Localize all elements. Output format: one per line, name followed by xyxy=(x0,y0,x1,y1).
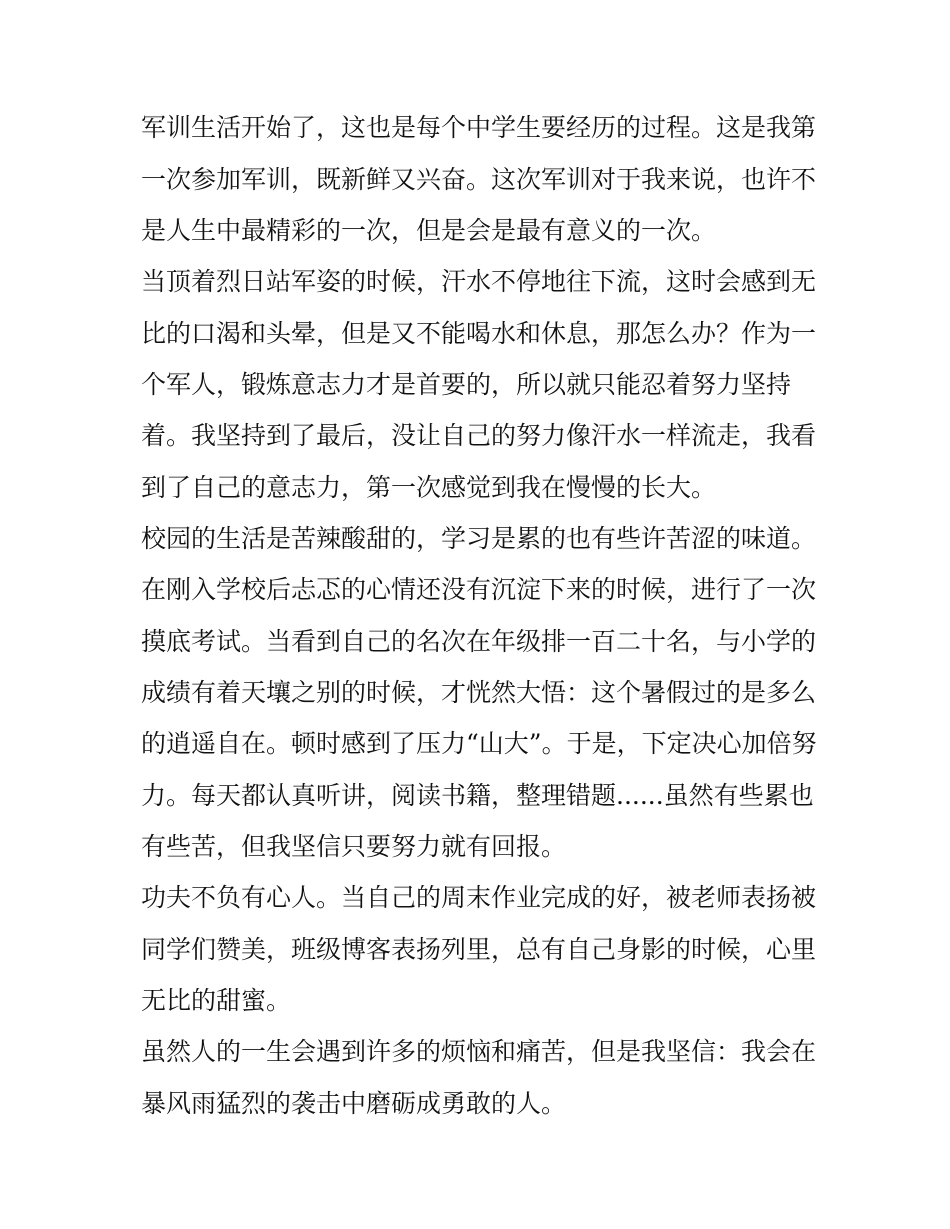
text-line: 无比的甜蜜。 xyxy=(141,986,292,1015)
text-line: 暴风雨猛烈的袭击中磨砺成勇敢的人。 xyxy=(141,1089,567,1118)
text-line: 比的口渴和头晕，但是又不能喝水和休息，那怎么办？作为一 xyxy=(141,319,817,348)
text-line: 虽然人的一生会遇到许多的烦恼和痛苦，但是我坚信：我会在 xyxy=(141,1037,817,1066)
text-line: 到了自己的意志力，第一次感觉到我在慢慢的长大。 xyxy=(141,473,717,502)
text-line: 一次参加军训，既新鲜又兴奋。这次军训对于我来说，也许不 xyxy=(141,165,817,194)
text-line: 力。每天都认真听讲，阅读书籍，整理错题......虽然有些累也 xyxy=(141,781,814,810)
text-line: 有些苦，但我坚信只要努力就有回报。 xyxy=(141,832,567,861)
text-line: 同学们赞美，班级博客表扬列里，总有自己身影的时候，心里 xyxy=(141,935,817,964)
text-line: 当顶着烈日站军姿的时候，汗水不停地往下流，这时会感到无 xyxy=(141,267,817,296)
text-line: 的逍遥自在。顿时感到了压力“山大”。于是，下定决心加倍努 xyxy=(141,729,817,758)
text-line: 摸底考试。当看到自己的名次在年级排一百二十名，与小学的 xyxy=(141,627,817,656)
text-line: 个军人，锻炼意志力才是首要的，所以就只能忍着努力坚持 xyxy=(141,370,792,399)
text-line: 功夫不负有心人。当自己的周末作业完成的好，被老师表扬被 xyxy=(141,883,817,912)
text-line: 军训生活开始了，这也是每个中学生要经历的过程。这是我第 xyxy=(141,113,817,142)
text-line: 是人生中最精彩的一次，但是会是最有意义的一次。 xyxy=(141,216,717,245)
text-line: 在刚入学校后忐忑的心情还没有沉淀下来的时候，进行了一次 xyxy=(141,575,817,604)
text-line: 校园的生活是苦辣酸甜的，学习是累的也有些许苦涩的味道。 xyxy=(141,524,817,553)
text-line: 成绩有着天壤之别的时候，才恍然大悟：这个暑假过的是多么 xyxy=(141,678,817,707)
text-line: 着。我坚持到了最后，没让自己的努力像汗水一样流走，我看 xyxy=(141,421,817,450)
